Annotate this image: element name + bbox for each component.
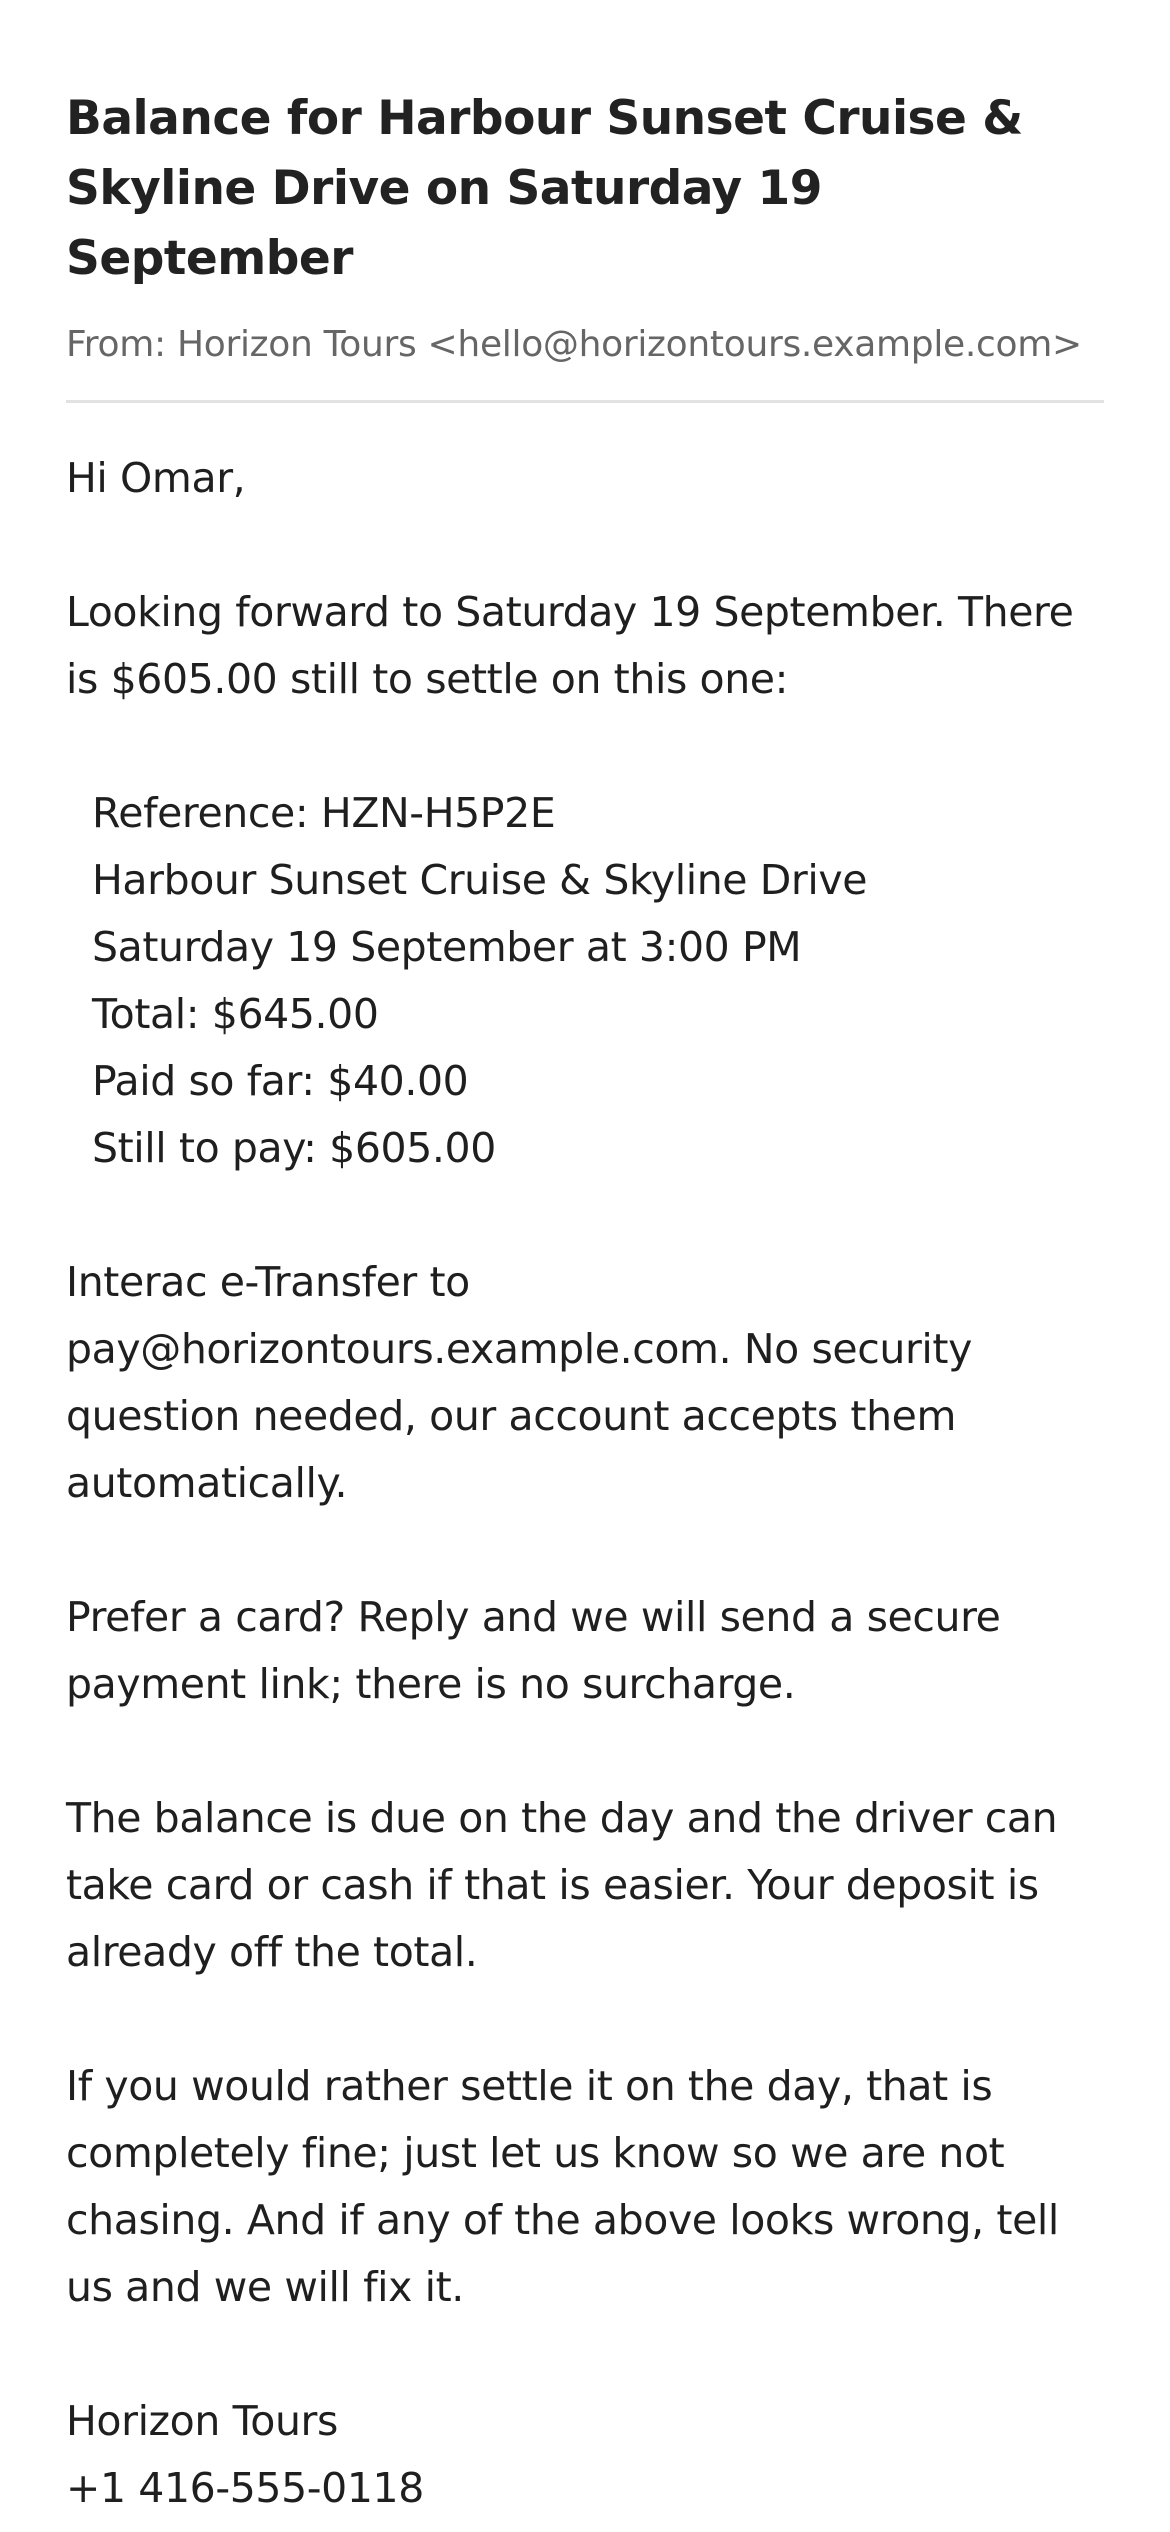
email-sender: From: Horizon Tours <hello@horizontours.example.com> — [66, 324, 1082, 365]
tour-name: Harbour Sunset Cruise & Skyline Drive — [92, 856, 868, 904]
email-body — [66, 445, 1104, 2522]
booking-details — [66, 780, 1104, 1182]
signature-phone: +1 416-555-0118 — [66, 2464, 424, 2512]
greeting: Hi Omar, — [66, 454, 246, 502]
signature-name: Horizon Tours — [66, 2397, 338, 2445]
header-divider — [66, 400, 1104, 403]
total-amount: Total: $645.00 — [92, 990, 379, 1038]
email-subject: Balance for Harbour Sunset Cruise & Skyline Drive on Saturday 19 September — [66, 91, 1023, 286]
paid-amount: Paid so far: $40.00 — [92, 1057, 469, 1105]
remaining-amount: Still to pay: $605.00 — [92, 1124, 496, 1172]
tour-datetime: Saturday 19 September at 3:00 PM — [92, 923, 802, 971]
booking-reference: Reference: HZN-H5P2E — [92, 789, 556, 837]
card-option-paragraph: Prefer a card? Reply and we will send a secure payment link; there is no surcharge. — [66, 1593, 1001, 1708]
signature — [66, 2388, 1104, 2522]
closing-paragraph: If you would rather settle it on the day, that is completely fine; just let us know so we are not chasing. And if any of the above looks wrong, tell us and we will fix it. — [66, 2062, 1059, 2311]
intro-paragraph: Looking forward to Saturday 19 September. There is $605.00 still to settle on this one: — [66, 588, 1074, 703]
payment-instructions-paragraph: Interac e-Transfer to pay@horizontours.example.com. No security question needed, our account accepts them automatically. — [66, 1258, 972, 1507]
due-note-paragraph: The balance is due on the day and the driver can take card or cash if that is easier. Your deposit is already off the total. — [66, 1794, 1058, 1976]
